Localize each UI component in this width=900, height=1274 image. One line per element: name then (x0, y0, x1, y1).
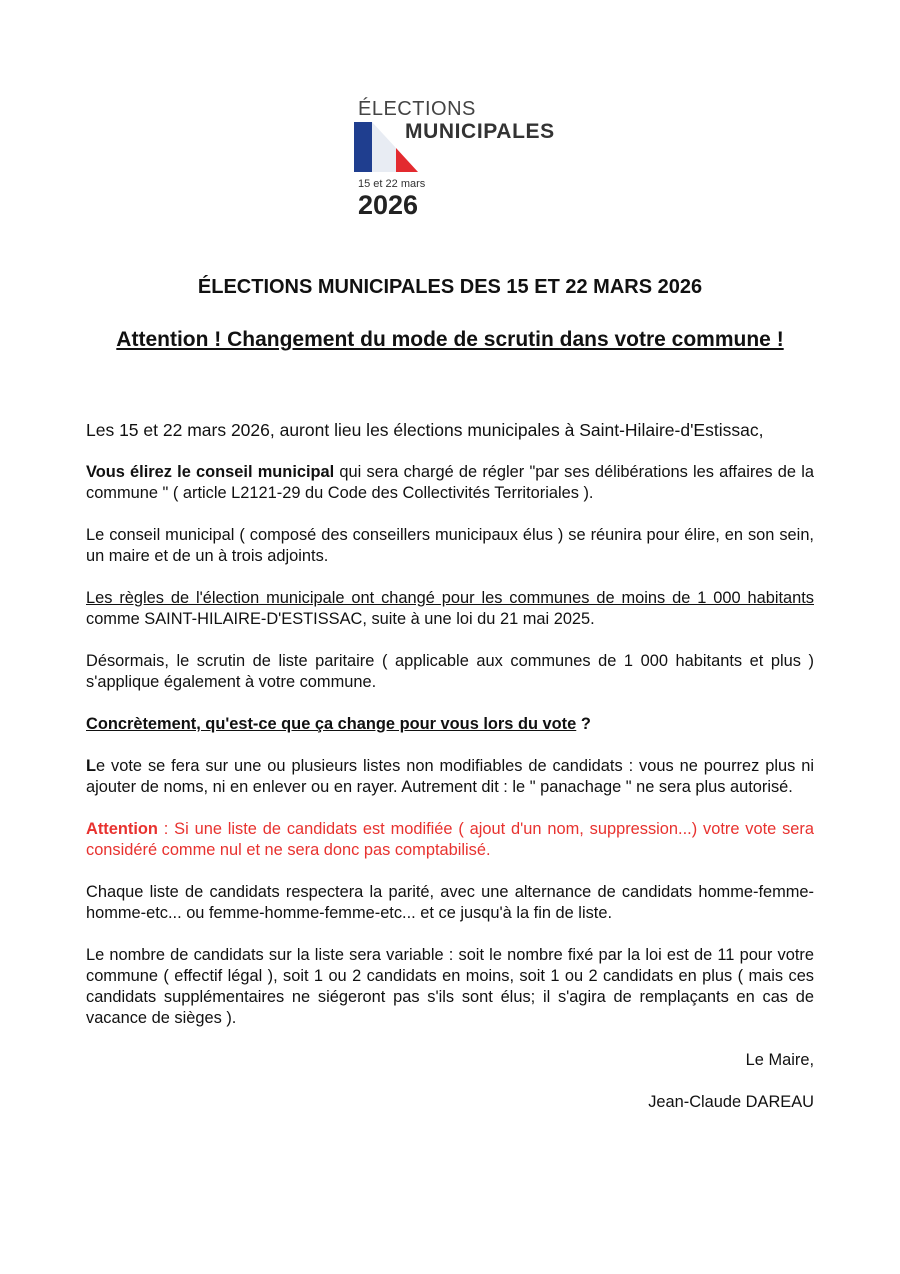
paragraph-composition: Le conseil municipal ( composé des conseillers municipaux élus ) se réunira pour élire, en son sein, un maire et de un à trois adjoints. (86, 526, 814, 565)
paragraph-vote-lists (86, 756, 814, 798)
paragraph-parity: Chaque liste de candidats respectera la parité, avec une alternance de candidats homme-femme-homme-etc... ou femme-homme-femme-etc... et ce jusqu'à la fin de liste. (86, 883, 814, 922)
section-heading-changes (86, 714, 814, 735)
logo-line-municipales: MUNICIPALES (405, 120, 555, 143)
section-heading-mark: ? (576, 715, 591, 733)
paragraph-rules-text: comme SAINT-HILAIRE-D'ESTISSAC, suite à une loi du 21 mai 2025. (86, 610, 595, 628)
paragraph-candidate-count: Le nombre de candidats sur la liste sera variable : soit le nombre fixé par la loi est de 11 pour votre commune ( effectif légal ), soit 1 ou 2 candidats en moins, soit 1 ou 2 candidats en plus ( mais ces candidats supplémentaires ne siégeront pas s'ils sont élus; il s'agira de remplaçants en cas de vacance de sièges ). (86, 946, 814, 1027)
logo-dates: 15 et 22 mars (358, 178, 426, 190)
paragraph-warning-text: : Si une liste de candidats est modifiée ( ajout d'un nom, suppression...) votre vote sera considéré comme nul et ne sera donc pas comptabilisé. (86, 820, 814, 859)
signature-name: Jean-Claude DAREAU (648, 1093, 814, 1111)
logo-year: 2026 (358, 190, 419, 220)
paragraph-scrutin: Désormais, le scrutin de liste paritaire ( applicable aux communes de 1 000 habitants et plus ) s'applique également à votre commune. (86, 652, 814, 691)
elections-logo (352, 98, 562, 223)
paragraph-warning (86, 819, 814, 861)
paragraph-vote-text: e vote se fera sur une ou plusieurs listes non modifiables de candidats : vous ne pourrez plus ni ajouter de noms, ni en enlever ou en rayer. Autrement dit : le " panachage " ne sera plus autorisé. (86, 757, 814, 796)
signature-role: Le Maire, (745, 1051, 814, 1069)
paragraph-rules-change (86, 588, 814, 630)
letter-body (86, 420, 814, 1134)
page-title: ÉLECTIONS MUNICIPALES DES 15 ET 22 MARS 2026 (197, 276, 703, 298)
page-subtitle: Attention ! Changement du mode de scrutin dans votre commune ! (116, 328, 784, 351)
paragraph-conseil (86, 462, 814, 504)
section-heading-text: Concrètement, qu'est-ce que ça change pour vous lors du vote (86, 715, 577, 733)
paragraph-vote-initial: L (86, 757, 97, 775)
paragraph-rules-underlined: Les règles de l'élection municipale ont changé pour les communes de moins de 1 000 habitants (86, 589, 814, 607)
paragraph-warning-bold: Attention (86, 820, 158, 838)
paragraph-conseil-text: qui sera chargé de régler "par ses délibérations les affaires de la commune " ( article L2121-29 du Code des Collectivités Territoriales ). (86, 463, 814, 502)
logo-line-elections: ÉLECTIONS (358, 98, 476, 120)
paragraph-conseil-bold: Vous élirez le conseil municipal (86, 463, 335, 481)
paragraph-intro: Les 15 et 22 mars 2026, auront lieu les élections municipales à Saint-Hilaire-d'Estissac, (86, 420, 764, 440)
